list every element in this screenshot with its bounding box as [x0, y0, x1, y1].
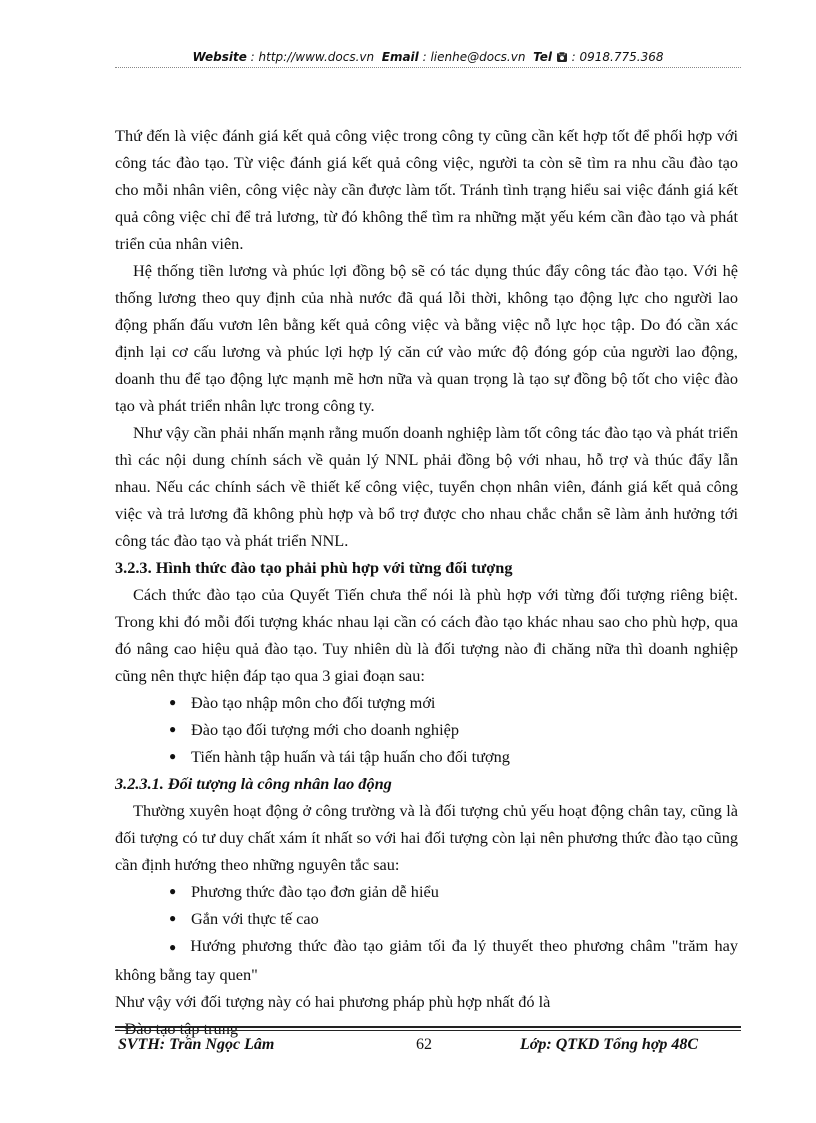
paragraph: - Đào tạo tập trung	[115, 1019, 238, 1038]
phone-icon	[556, 50, 568, 68]
paragraph: Thứ đến là việc đánh giá kết quả công việc trong công ty cũng cần kết hợp tốt để phối hợp với công tác đào tạo. Từ việc đánh giá kết quả công việc, người ta còn sẽ tìm ra nhu cầu đào tạo cho mỗi nhân viên, công việc này cần được làm tốt. Tránh tình trạng hiểu sai việc đánh giá kết quả công việc chỉ để trả lương, từ đó không thể tìm ra những mặt yếu kém cần đào tạo và phát triển của nhân viên.	[115, 126, 738, 253]
list-item: ● Tiến hành tập huấn và tái tập huấn cho đối tượng	[115, 743, 738, 770]
subsection-heading: 3.2.3.1. Đối tượng là công nhân lao động	[115, 774, 392, 793]
header-divider	[115, 67, 741, 68]
list-item: ● Hướng phương thức đào tạo giảm tối đa lý thuyết theo phương châm "trăm hay không bằng tay quen"	[115, 936, 738, 984]
list-item: ● Phương thức đào tạo đơn giản dễ hiểu	[115, 878, 738, 905]
bullet-icon: ●	[169, 695, 177, 709]
page-content	[115, 122, 738, 1042]
bullet-list	[115, 878, 738, 988]
footer-divider	[115, 1030, 741, 1031]
paragraph: Thường xuyên hoạt động ở công trường và là đối tượng chủ yếu hoạt động chân tay, cũng là đối tượng có tư duy chất xám ít nhất so với hai đối tượng còn lại nên phương thức đào tạo cũng cần định hướng theo những nguyên tắc sau:	[115, 801, 738, 874]
section-heading: 3.2.3. Hình thức đào tạo phải phù hợp với từng đối tượng	[115, 558, 513, 577]
class-name: Lớp: QTKD Tổng hợp 48C	[520, 1036, 699, 1053]
website-value: : http://www.docs.vn	[250, 50, 375, 64]
list-item: ● Gắn với thực tế cao	[115, 905, 738, 932]
list-item: ● Đào tạo nhập môn cho đối tượng mới	[115, 689, 738, 716]
bullet-icon: ●	[169, 749, 177, 763]
bullet-list	[115, 689, 738, 770]
page-header	[115, 48, 741, 66]
page-number: 62	[416, 1036, 432, 1053]
website-label: Website	[192, 50, 247, 64]
bullet-icon: ●	[169, 911, 177, 925]
page-footer	[118, 1034, 718, 1056]
email-label: Email	[381, 50, 419, 64]
bullet-icon: ●	[169, 884, 177, 898]
bullet-icon: ●	[169, 940, 177, 954]
student-name: SVTH: Trần Ngọc Lâm	[118, 1036, 275, 1053]
paragraph: Như vậy cần phải nhấn mạnh rằng muốn doanh nghiệp làm tốt công tác đào tạo và phát triển thì các nội dung chính sách về quản lý NNL phải đồng bộ với nhau, hỗ trợ và thúc đẩy lẫn nhau. Nếu các chính sách về thiết kế công việc, tuyển chọn nhân viên, đánh giá kết quả công việc và trả lương đã không phù hợp và bổ trợ được cho nhau chắc chắn sẽ làm ảnh hưởng tới công tác đào tạo và phát triển NNL.	[115, 423, 738, 550]
footer-divider	[115, 1026, 741, 1028]
bullet-icon: ●	[169, 722, 177, 736]
list-item: ● Đào tạo đối tượng mới cho doanh nghiệp	[115, 716, 738, 743]
tel-value: : 0918.775.368	[571, 50, 664, 64]
email-value: : lienhe@docs.vn	[422, 50, 526, 64]
tel-label: Tel	[533, 50, 552, 64]
paragraph: Như vậy với đối tượng này có hai phương pháp phù hợp nhất đó là	[115, 992, 551, 1011]
paragraph: Cách thức đào tạo của Quyết Tiến chưa thể nói là phù hợp với từng đối tượng riêng biệt. Trong khi đó mỗi đối tượng khác nhau lại cần có cách đào tạo khác nhau sao cho phù hợp, qua đó nâng cao hiệu quả đào tạo. Tuy nhiên dù là đối tượng nào đi chăng nữa thì doanh nghiệp cũng nên thực hiện đáp tạo qua 3 giai đoạn sau:	[115, 585, 738, 685]
paragraph: Hệ thống tiền lương và phúc lợi đồng bộ sẽ có tác dụng thúc đẩy công tác đào tạo. Với hệ thống lương theo quy định của nhà nước đã quá lỗi thời, không tạo động lực cho người lao động phấn đấu vươn lên bằng kết quả công việc và bằng việc nỗ lực học tập. Do đó cần xác định lại cơ cấu lương và phúc lợi hợp lý căn cứ vào mức độ đóng góp của người lao động, doanh thu để tạo động lực mạnh mẽ hơn nữa và quan trọng là tạo sự đồng bộ tốt cho việc đào tạo và phát triển nhân lực trong công ty.	[115, 261, 738, 415]
